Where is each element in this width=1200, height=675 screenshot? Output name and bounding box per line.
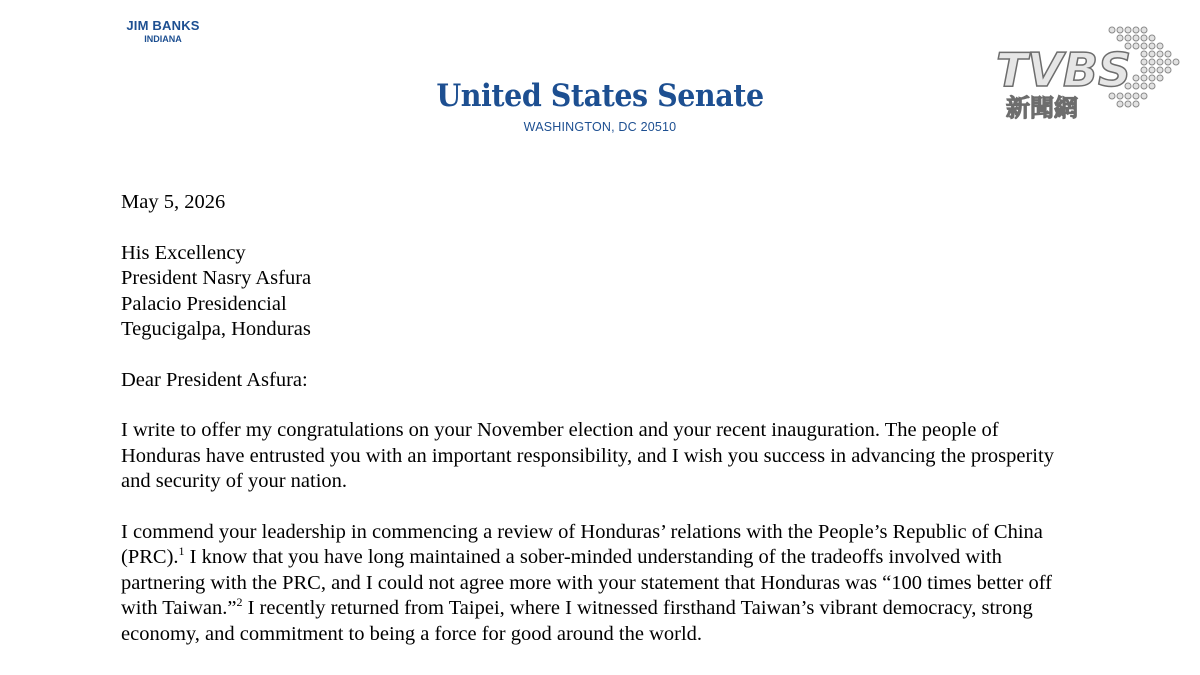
senate-city: WASHINGTON, DC 20510 [523, 120, 677, 134]
salutation: Dear President Asfura: [121, 368, 308, 391]
paragraph-text: I recently returned from Taipei, where I witnessed firsthand Taiwan’s vibrant democracy, strong economy, and commitment to being a force for good around the world. [121, 597, 1033, 645]
paragraph-commendation [121, 520, 1081, 648]
tvbs-watermark-logo [992, 20, 1182, 124]
tvbs-logo-text: TVBS [996, 43, 1132, 97]
paragraph-congratulations: I write to offer my congratulations on your November election and your recent inauguration. The people of Honduras have entrusted you with an important responsibility, and I wish you success in advancing the prosperity and security of your nation. [121, 419, 1054, 492]
address-line: Palacio Presidencial [121, 292, 287, 315]
footnote-marker: 2 [236, 595, 243, 610]
recipient-address [121, 241, 1081, 343]
letter-body [121, 190, 1081, 672]
footnote-marker: 1 [178, 544, 185, 559]
sender-header [124, 18, 202, 44]
sender-state: INDIANA [144, 34, 182, 44]
senate-masthead [380, 78, 820, 134]
address-line: Tegucigalpa, Honduras [121, 318, 311, 340]
tvbs-logo-subtitle: 新聞網 [1006, 94, 1078, 122]
paragraph-text: I commend your leadership in commencing a review of Honduras’ relations with the People’s Republic of China (PRC). [121, 520, 1043, 568]
senate-title: United States Senate [436, 78, 764, 114]
sender-name: JIM BANKS [126, 18, 200, 33]
address-line: His Excellency [121, 241, 246, 264]
paragraph-text: I know that you have long maintained a sober-minded understanding of the tradeoffs involved with partnering with the PRC, and I could not agree more with your statement that Honduras was “100 times better off with Taiwan.” [121, 546, 1053, 619]
letter-date: May 5, 2026 [121, 191, 226, 213]
address-line: President Nasry Asfura [121, 267, 312, 289]
